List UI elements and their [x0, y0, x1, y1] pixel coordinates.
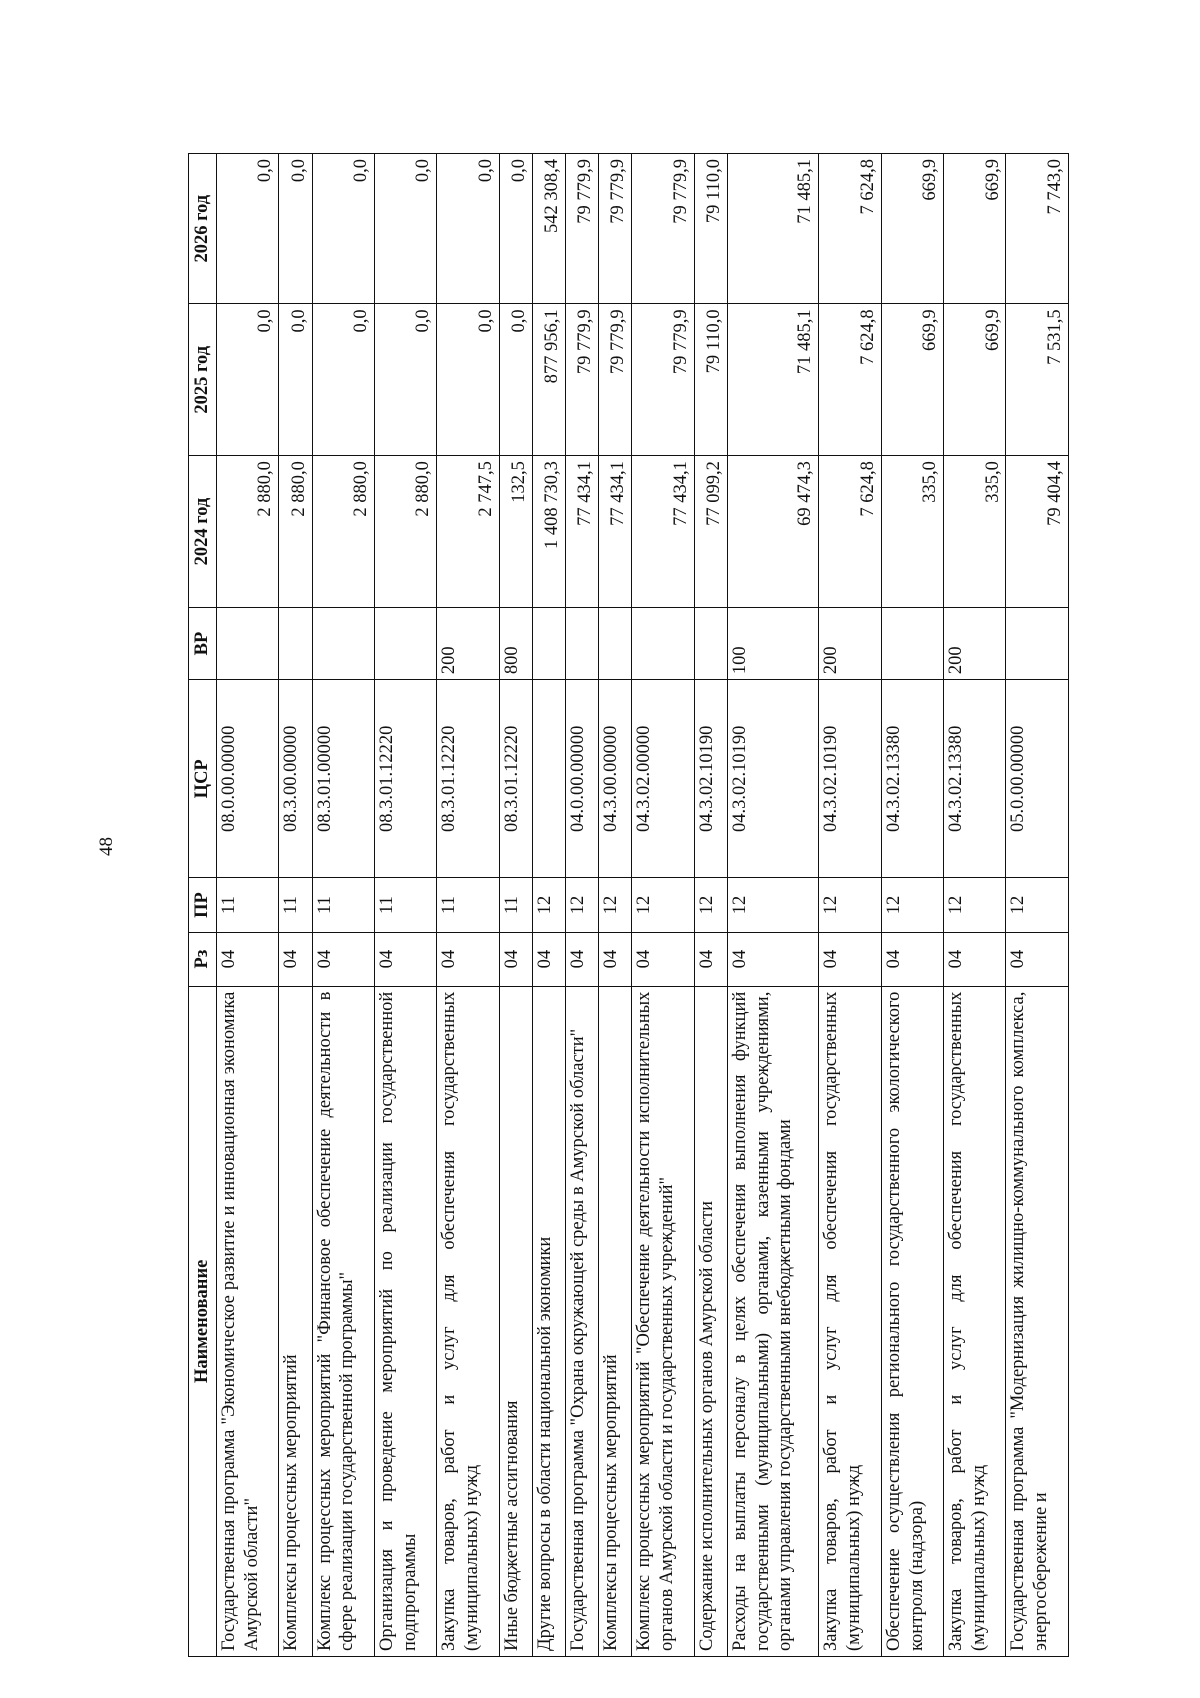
- cell-2026: 79 779,9: [599, 154, 632, 304]
- cell-2026: 0,0: [374, 154, 436, 304]
- cell-2024: 2 880,0: [279, 456, 312, 608]
- cell-2025: 71 485,1: [727, 304, 819, 456]
- cell-2026: 542 308,4: [532, 154, 565, 304]
- header-2026: 2026 год: [189, 154, 217, 304]
- table-row: [881, 154, 943, 1657]
- cell-2024: 2 747,5: [437, 456, 499, 608]
- cell-csr: [532, 680, 565, 878]
- table-row: [532, 154, 565, 1657]
- cell-pr: 12: [1006, 878, 1069, 932]
- cell-vr: [279, 607, 312, 679]
- cell-rz: 04: [727, 932, 819, 986]
- cell-csr: 04.3.02.10190: [694, 680, 727, 878]
- cell-pr: 12: [565, 878, 598, 932]
- cell-name: Закупка товаров, работ и услуг для обеспечения государственных (муниципальных) нужд: [437, 986, 499, 1656]
- cell-csr: 04.3.02.10190: [819, 680, 881, 878]
- page-number: 48: [96, 837, 117, 856]
- cell-vr: [217, 607, 279, 679]
- cell-name: Организация и проведение мероприятий по реализации государственной подпрограммы: [374, 986, 436, 1656]
- cell-pr: 12: [632, 878, 694, 932]
- cell-name: Комплексы процессных мероприятий: [599, 986, 632, 1656]
- cell-2024: 335,0: [881, 456, 943, 608]
- rotated-table-wrapper: [188, 153, 1069, 1657]
- cell-2024: 77 434,1: [599, 456, 632, 608]
- budget-table: [188, 153, 1069, 1657]
- cell-2026: 0,0: [437, 154, 499, 304]
- cell-2025: 0,0: [374, 304, 436, 456]
- cell-csr: 04.3.02.00000: [632, 680, 694, 878]
- table-row: [727, 154, 819, 1657]
- cell-vr: [694, 607, 727, 679]
- cell-2025: 669,9: [881, 304, 943, 456]
- cell-2024: 77 099,2: [694, 456, 727, 608]
- cell-rz: 04: [599, 932, 632, 986]
- cell-2025: 0,0: [437, 304, 499, 456]
- table-row: [694, 154, 727, 1657]
- cell-rz: 04: [312, 932, 374, 986]
- cell-pr: 11: [217, 878, 279, 932]
- cell-csr: 08.3.01.12220: [374, 680, 436, 878]
- cell-rz: 04: [499, 932, 532, 986]
- cell-2025: 0,0: [279, 304, 312, 456]
- cell-2026: 0,0: [217, 154, 279, 304]
- cell-vr: [599, 607, 632, 679]
- cell-vr: [1006, 607, 1069, 679]
- cell-csr: 08.3.01.00000: [312, 680, 374, 878]
- cell-2026: 669,9: [881, 154, 943, 304]
- cell-rz: 04: [565, 932, 598, 986]
- cell-2026: 7 743,0: [1006, 154, 1069, 304]
- header-vr: ВР: [189, 607, 217, 679]
- cell-pr: 12: [819, 878, 881, 932]
- cell-pr: 11: [499, 878, 532, 932]
- header-name: Наименование: [189, 986, 217, 1656]
- cell-2025: 79 779,9: [565, 304, 598, 456]
- cell-pr: 11: [312, 878, 374, 932]
- cell-pr: 11: [374, 878, 436, 932]
- cell-rz: 04: [881, 932, 943, 986]
- table-header-row: [189, 154, 217, 1657]
- cell-2025: 79 779,9: [632, 304, 694, 456]
- cell-csr: 08.0.00.00000: [217, 680, 279, 878]
- table-row: [499, 154, 532, 1657]
- cell-csr: 04.3.02.10190: [727, 680, 819, 878]
- cell-2026: 7 624,8: [819, 154, 881, 304]
- table-row: [819, 154, 881, 1657]
- cell-vr: [532, 607, 565, 679]
- cell-vr: [565, 607, 598, 679]
- cell-csr: 05.0.00.00000: [1006, 680, 1069, 878]
- cell-pr: 12: [694, 878, 727, 932]
- cell-vr: 200: [819, 607, 881, 679]
- cell-2024: 77 434,1: [632, 456, 694, 608]
- header-2025: 2025 год: [189, 304, 217, 456]
- header-csr: ЦСР: [189, 680, 217, 878]
- cell-vr: 200: [437, 607, 499, 679]
- cell-pr: 12: [881, 878, 943, 932]
- cell-2025: 7 624,8: [819, 304, 881, 456]
- cell-2025: 7 531,5: [1006, 304, 1069, 456]
- cell-2025: 0,0: [217, 304, 279, 456]
- cell-2024: 7 624,8: [819, 456, 881, 608]
- cell-vr: [374, 607, 436, 679]
- cell-pr: 12: [944, 878, 1006, 932]
- cell-csr: 04.3.02.13380: [944, 680, 1006, 878]
- cell-csr: 04.3.02.13380: [881, 680, 943, 878]
- table-row: [944, 154, 1006, 1657]
- cell-2025: 0,0: [312, 304, 374, 456]
- cell-name: Расходы на выплаты персоналу в целях обеспечения выполнения функций государственными (муниципальными) органами, казенными учреждениями, органами управления государственными внебюджетными фондами: [727, 986, 819, 1656]
- cell-2024: 1 408 730,3: [532, 456, 565, 608]
- cell-2026: 0,0: [499, 154, 532, 304]
- cell-2024: 2 880,0: [374, 456, 436, 608]
- cell-vr: [312, 607, 374, 679]
- cell-vr: 800: [499, 607, 532, 679]
- cell-name: Закупка товаров, работ и услуг для обеспечения государственных (муниципальных) нужд: [819, 986, 881, 1656]
- cell-2026: 0,0: [279, 154, 312, 304]
- cell-2026: 79 779,9: [632, 154, 694, 304]
- table-row: [217, 154, 279, 1657]
- cell-name: Другие вопросы в области национальной экономики: [532, 986, 565, 1656]
- cell-csr: 08.3.00.00000: [279, 680, 312, 878]
- cell-2025: 79 779,9: [599, 304, 632, 456]
- cell-name: Государственная программа "Охрана окружающей среды в Амурской области": [565, 986, 598, 1656]
- cell-2025: 669,9: [944, 304, 1006, 456]
- cell-2025: 0,0: [499, 304, 532, 456]
- cell-name: Комплекс процессных мероприятий "Финансовое обеспечение деятельности в сфере реализации государственной программы": [312, 986, 374, 1656]
- cell-csr: 08.3.01.12220: [499, 680, 532, 878]
- cell-rz: 04: [632, 932, 694, 986]
- cell-name: Закупка товаров, работ и услуг для обеспечения государственных (муниципальных) нужд: [944, 986, 1006, 1656]
- cell-pr: 12: [599, 878, 632, 932]
- cell-name: Содержание исполнительных органов Амурской области: [694, 986, 727, 1656]
- table-row: [1006, 154, 1069, 1657]
- table-row: [374, 154, 436, 1657]
- cell-2024: 79 404,4: [1006, 456, 1069, 608]
- cell-rz: 04: [437, 932, 499, 986]
- cell-name: Государственная программа "Модернизация жилищно-коммунального комплекса, энергосбережение и: [1006, 986, 1069, 1656]
- cell-pr: 11: [279, 878, 312, 932]
- cell-pr: 11: [437, 878, 499, 932]
- cell-csr: 04.0.00.00000: [565, 680, 598, 878]
- cell-name: Комплексы процессных мероприятий: [279, 986, 312, 1656]
- cell-2026: 71 485,1: [727, 154, 819, 304]
- cell-name: Государственная программа "Экономическое развитие и инновационная экономика Амурской области": [217, 986, 279, 1656]
- cell-name: Комплекс процессных мероприятий "Обеспечение деятельности исполнительных органов Амурской области и государственных учреждений": [632, 986, 694, 1656]
- table-row: [437, 154, 499, 1657]
- cell-name: Иные бюджетные ассигнования: [499, 986, 532, 1656]
- cell-2025: 877 956,1: [532, 304, 565, 456]
- cell-rz: 04: [374, 932, 436, 986]
- cell-2025: 79 110,0: [694, 304, 727, 456]
- cell-2024: 132,5: [499, 456, 532, 608]
- cell-2026: 79 779,9: [565, 154, 598, 304]
- cell-vr: 200: [944, 607, 1006, 679]
- table-row: [312, 154, 374, 1657]
- cell-vr: [632, 607, 694, 679]
- cell-2024: 2 880,0: [217, 456, 279, 608]
- cell-2024: 2 880,0: [312, 456, 374, 608]
- cell-rz: 04: [279, 932, 312, 986]
- table-row: [565, 154, 598, 1657]
- header-2024: 2024 год: [189, 456, 217, 608]
- table-body: [217, 154, 1069, 1657]
- cell-2026: 669,9: [944, 154, 1006, 304]
- table-row: [279, 154, 312, 1657]
- cell-2024: 69 474,3: [727, 456, 819, 608]
- cell-rz: 04: [694, 932, 727, 986]
- cell-2024: 77 434,1: [565, 456, 598, 608]
- cell-rz: 04: [1006, 932, 1069, 986]
- cell-vr: [881, 607, 943, 679]
- table-row: [632, 154, 694, 1657]
- header-pr: ПР: [189, 878, 217, 932]
- cell-2024: 335,0: [944, 456, 1006, 608]
- cell-2026: 0,0: [312, 154, 374, 304]
- cell-rz: 04: [819, 932, 881, 986]
- cell-rz: 04: [944, 932, 1006, 986]
- cell-vr: 100: [727, 607, 819, 679]
- cell-2026: 79 110,0: [694, 154, 727, 304]
- cell-csr: 04.3.00.00000: [599, 680, 632, 878]
- cell-rz: 04: [217, 932, 279, 986]
- cell-name: Обеспечение осуществления регионального государственного экологического контроля (надзора): [881, 986, 943, 1656]
- header-rz: Рз: [189, 932, 217, 986]
- cell-rz: 04: [532, 932, 565, 986]
- cell-pr: 12: [727, 878, 819, 932]
- table-row: [599, 154, 632, 1657]
- cell-pr: 12: [532, 878, 565, 932]
- cell-csr: 08.3.01.12220: [437, 680, 499, 878]
